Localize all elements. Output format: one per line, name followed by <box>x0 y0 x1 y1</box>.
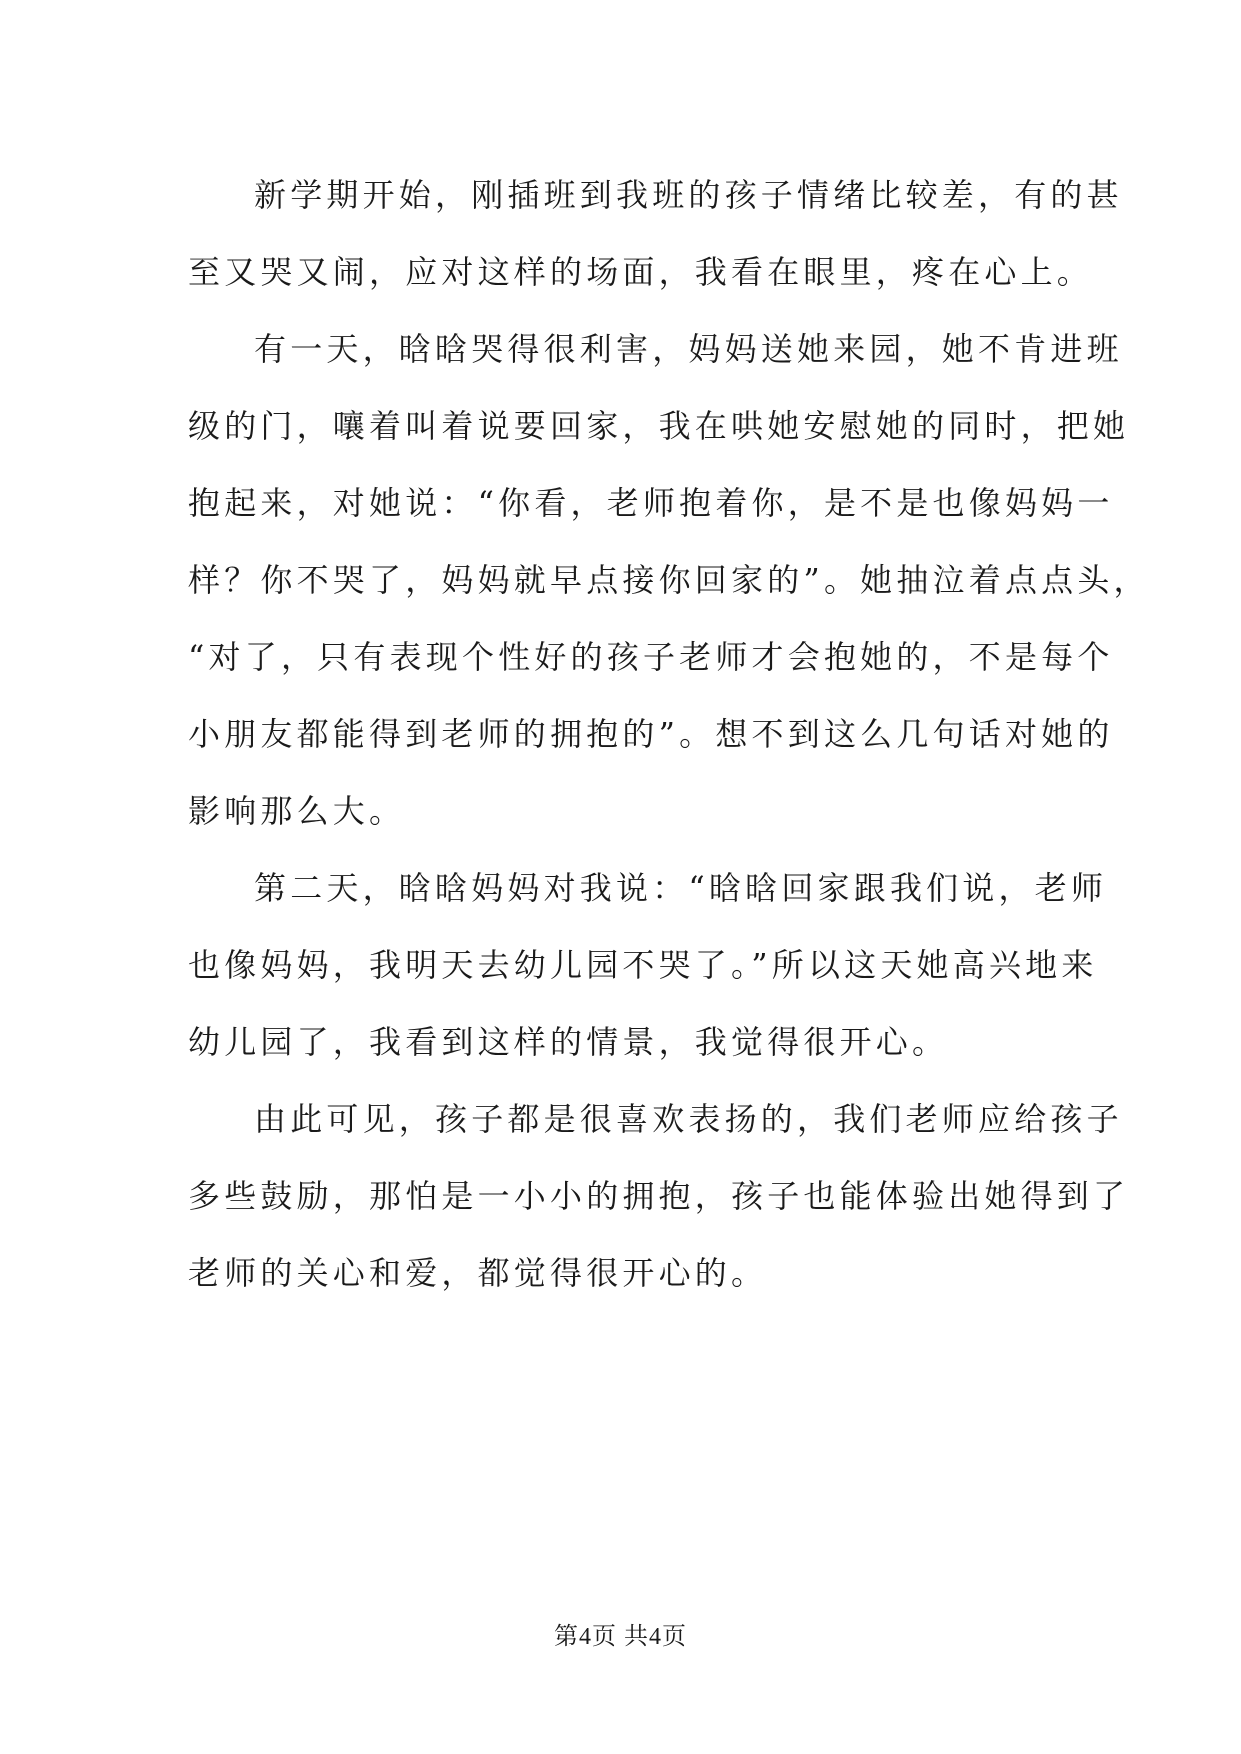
paragraph-3-line-2: 也像妈妈，我明天去幼儿园不哭了。”所以这天她高兴地来 <box>188 946 1098 984</box>
paragraph-4-line-1: 由此可见，孩子都是很喜欢表扬的，我们老师应给孩子 <box>254 1100 1123 1138</box>
paragraph-4-line-3: 老师的关心和爱，都觉得很开心的。 <box>188 1254 768 1292</box>
paragraph-1-line-2: 至又哭又闹，应对这样的场面，我看在眼里，疼在心上。 <box>188 253 1094 291</box>
paragraph-4-line-2: 多些鼓励，那怕是一小小的拥抱，孩子也能体验出她得到了 <box>188 1177 1130 1215</box>
paragraph-2-line-2: 级的门，嚷着叫着说要回家，我在哄她安慰她的同时，把她 <box>188 407 1130 445</box>
paragraph-2-line-1: 有一天，晗晗哭得很利害，妈妈送她来园，她不肯进班 <box>254 330 1123 368</box>
paragraph-2-line-6: 小朋友都能得到老师的拥抱的”。想不到这么几句话对她的 <box>188 715 1114 753</box>
page-number-footer: 第4页 共4页 <box>554 1624 687 1650</box>
document-body <box>188 160 1150 1315</box>
paragraph-3-line-1: 第二天，晗晗妈妈对我说：“晗晗回家跟我们说，老师 <box>254 869 1108 907</box>
paragraph-2-line-5: “对了，只有表现个性好的孩子老师才会抱她的，不是每个 <box>188 638 1114 676</box>
paragraph-2-line-3: 抱起来，对她说：“你看，老师抱着你，是不是也像妈妈一 <box>188 484 1114 522</box>
paragraph-2-line-7: 影响那么大。 <box>188 792 406 830</box>
paragraph-1-line-1: 新学期开始，刚插班到我班的孩子情绪比较差，有的甚 <box>254 176 1123 214</box>
paragraph-3-line-3: 幼儿园了，我看到这样的情景，我觉得很开心。 <box>188 1023 949 1061</box>
paragraph-2-line-4: 样？你不哭了，妈妈就早点接你回家的”。她抽泣着点点头， <box>188 561 1150 599</box>
